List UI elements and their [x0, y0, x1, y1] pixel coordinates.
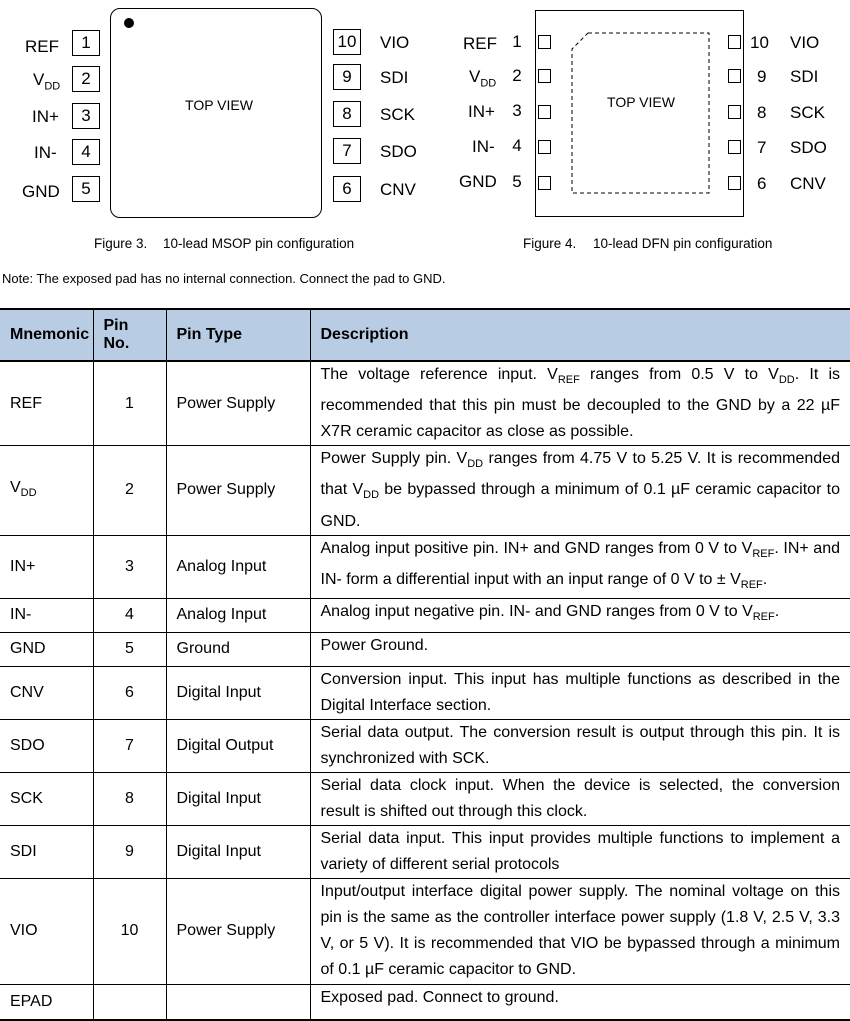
- dfn-pad-5: [538, 176, 551, 190]
- pin-type-cell: Analog Input: [166, 598, 310, 632]
- mnemonic-cell: SDI: [0, 825, 93, 878]
- table-row: [0, 984, 850, 1020]
- dfn-caption-figure: Figure 4.: [523, 236, 577, 251]
- pin-number-cell: 3: [93, 535, 166, 598]
- dfn-pin-number-10: 10: [750, 33, 769, 52]
- dfn-pin-label-sdo: SDO: [790, 138, 827, 157]
- dfn-pin-label-in-minus: IN-: [472, 137, 495, 156]
- description-cell: Analog input positive pin. IN+ and GND ranges from 0 V to $V_{REF}$. IN+ and IN- form a differential input with an input range of 0 V to ± $V_{REF}$.: [310, 535, 850, 598]
- msop-pin-label-sdi: SDI: [380, 68, 409, 87]
- msop-pin-number-2: 2: [72, 66, 100, 92]
- dfn-pin-label-gnd: GND: [459, 172, 497, 191]
- mnemonic-cell: IN+: [0, 535, 93, 598]
- pin-number-cell: 1: [93, 361, 166, 446]
- dfn-pin-label-in-plus: IN+: [468, 102, 495, 121]
- dfn-pin-number-4: 4: [512, 136, 522, 155]
- dfn-exposed-pad-outline: [568, 32, 714, 197]
- subscript-dd: DD: [44, 80, 61, 93]
- dfn-pin-label-cnv: CNV: [790, 174, 826, 193]
- msop-pin-number-3: 3: [72, 103, 100, 129]
- msop-pin-label-cnv: CNV: [380, 180, 416, 199]
- pin-type-cell: Digital Input: [166, 666, 310, 719]
- dfn-pin-number-8: 8: [757, 103, 767, 122]
- pin-number-cell: 6: [93, 666, 166, 719]
- msop-package-body: [110, 8, 322, 218]
- table-row: [0, 446, 850, 535]
- msop-pin-label-ref: REF: [25, 37, 59, 56]
- table-row: [0, 719, 850, 772]
- msop-pin-label-gnd: GND: [22, 182, 60, 201]
- pin1-marker-dot: [124, 18, 134, 28]
- mnemonic-cell: EPAD: [0, 984, 93, 1020]
- table-row: [0, 825, 850, 878]
- dfn-pad-2: [538, 69, 551, 83]
- dfn-pin-label-ref: REF: [463, 34, 497, 53]
- pin-number-cell: 10: [93, 878, 166, 984]
- dfn-pad-9: [728, 69, 741, 83]
- msop-pin-label-sdo: SDO: [380, 142, 417, 161]
- subscript-dd: DD: [20, 486, 37, 499]
- dfn-pin-number-7: 7: [757, 138, 767, 157]
- dfn-pad-7: [728, 140, 741, 154]
- msop-pin-number-5: 5: [72, 176, 100, 202]
- description-cell: Power Supply pin. $V_{DD}$ ranges from 4.75 V to 5.25 V. It is recommended that $V_{DD}$ be bypassed through a minimum of 0.1 µF ceramic capacitor to GND.: [310, 446, 850, 535]
- header-mnemonic: Mnemonic: [0, 309, 93, 361]
- msop-caption-figure: Figure 3.: [94, 236, 148, 251]
- pin-description-table: [0, 308, 850, 1021]
- mnemonic-cell: IN-: [0, 598, 93, 632]
- msop-pin-label-vio: VIO: [380, 33, 410, 52]
- pin-number-cell: 4: [93, 598, 166, 632]
- pin-number-cell: 9: [93, 825, 166, 878]
- dfn-pad-1: [538, 35, 551, 49]
- dfn-pin-number-2: 2: [512, 66, 522, 85]
- msop-pin-label-in-minus: IN-: [34, 143, 57, 162]
- msop-top-view-label: TOP VIEW: [185, 97, 253, 113]
- msop-pin-label-sck: SCK: [380, 105, 415, 124]
- description-cell: Analog input negative pin. IN- and GND ranges from 0 V to $V_{REF}$.: [310, 598, 850, 632]
- mnemonic-cell: SDO: [0, 719, 93, 772]
- dfn-pin-label-vio: VIO: [790, 33, 820, 52]
- table-row: [0, 535, 850, 598]
- msop-pin-label-vdd: $V_{DD}$: [33, 70, 61, 93]
- pin-type-cell: Power Supply: [166, 878, 310, 984]
- table-row: [0, 666, 850, 719]
- dfn-pad-6: [728, 176, 741, 190]
- mnemonic-cell: GND: [0, 632, 93, 666]
- dfn-pin-number-5: 5: [512, 172, 522, 191]
- table-row: [0, 772, 850, 825]
- table-row: [0, 598, 850, 632]
- dfn-pad-4: [538, 140, 551, 154]
- header-pin-type: Pin Type: [166, 309, 310, 361]
- pin-type-cell: Digital Output: [166, 719, 310, 772]
- msop-pin-number-4: 4: [72, 139, 100, 165]
- msop-pin-number-1: 1: [72, 30, 100, 56]
- description-cell: Power Ground.: [310, 632, 850, 666]
- pin-number-cell: 8: [93, 772, 166, 825]
- description-cell: The voltage reference input. $V_{REF}$ ranges from 0.5 V to $V_{DD}$. It is recommended that this pin must be decoupled to the GND by a 22 µF X7R ceramic capacitor as close as possible.: [310, 361, 850, 446]
- msop-pin-number-9: 9: [333, 64, 361, 90]
- pin-number-cell: 7: [93, 719, 166, 772]
- msop-pin-number-8: 8: [333, 101, 361, 127]
- dfn-pad-8: [728, 105, 741, 119]
- dfn-pin-number-1: 1: [512, 32, 522, 51]
- mnemonic-cell: REF: [0, 361, 93, 446]
- msop-pin-number-7: 7: [333, 138, 361, 164]
- table-header-row: [0, 309, 850, 361]
- pin-type-cell: Power Supply: [166, 361, 310, 446]
- pin-number-cell: 2: [93, 446, 166, 535]
- dfn-pad-10: [728, 35, 741, 49]
- mnemonic-cell: CNV: [0, 666, 93, 719]
- dfn-pin-label-vdd: $V_{DD}$: [469, 67, 497, 90]
- mnemonic-cell: VIO: [0, 878, 93, 984]
- table-row: [0, 361, 850, 446]
- pin-number-cell: 5: [93, 632, 166, 666]
- description-cell: Conversion input. This input has multiple functions as described in the Digital Interface section.: [310, 666, 850, 719]
- description-cell: Serial data clock input. When the device is selected, the conversion result is shifted out through this clock.: [310, 772, 850, 825]
- subscript-dd: DD: [480, 77, 497, 90]
- pin-type-cell: Digital Input: [166, 772, 310, 825]
- pin-type-cell: [166, 984, 310, 1020]
- description-cell: Serial data output. The conversion result is output through this pin. It is synchronized with SCK.: [310, 719, 850, 772]
- mnemonic-cell: SCK: [0, 772, 93, 825]
- msop-caption-text: 10-lead MSOP pin configuration: [163, 236, 355, 251]
- header-description: Description: [310, 309, 850, 361]
- pin-type-cell: Ground: [166, 632, 310, 666]
- description-cell: Exposed pad. Connect to ground.: [310, 984, 850, 1020]
- pin-number-cell: [93, 984, 166, 1020]
- dfn-pad-3: [538, 105, 551, 119]
- pin-type-cell: Analog Input: [166, 535, 310, 598]
- dfn-caption-text: 10-lead DFN pin configuration: [593, 236, 773, 251]
- dfn-pin-label-sck: SCK: [790, 103, 825, 122]
- pin-type-cell: Digital Input: [166, 825, 310, 878]
- pin-type-cell: Power Supply: [166, 446, 310, 535]
- msop-pin-number-6: 6: [333, 176, 361, 202]
- dfn-top-view-label: TOP VIEW: [607, 94, 675, 110]
- mnemonic-cell: $V_{DD}$: [0, 446, 93, 535]
- dfn-pin-label-sdi: SDI: [790, 67, 819, 86]
- dfn-pin-number-9: 9: [757, 67, 767, 86]
- dfn-pin-number-6: 6: [757, 174, 767, 193]
- msop-pin-label-in-plus: IN+: [32, 107, 59, 126]
- dfn-pin-number-3: 3: [512, 101, 522, 120]
- description-cell: Input/output interface digital power supply. The nominal voltage on this pin is the same as the controller interface power supply (1.8 V, 2.5 V, 3.3 V, or 5 V). It is recommended that VIO be bypassed through a minimum of 0.1 µF ceramic capacitor to GND.: [310, 878, 850, 984]
- header-pin-no: Pin No.: [93, 309, 166, 361]
- msop-pin-number-10: 10: [333, 29, 361, 55]
- exposed-pad-note: Note: The exposed pad has no internal connection. Connect the pad to GND.: [2, 271, 446, 286]
- description-cell: Serial data input. This input provides multiple functions to implement a variety of different serial protocols: [310, 825, 850, 878]
- table-row: [0, 632, 850, 666]
